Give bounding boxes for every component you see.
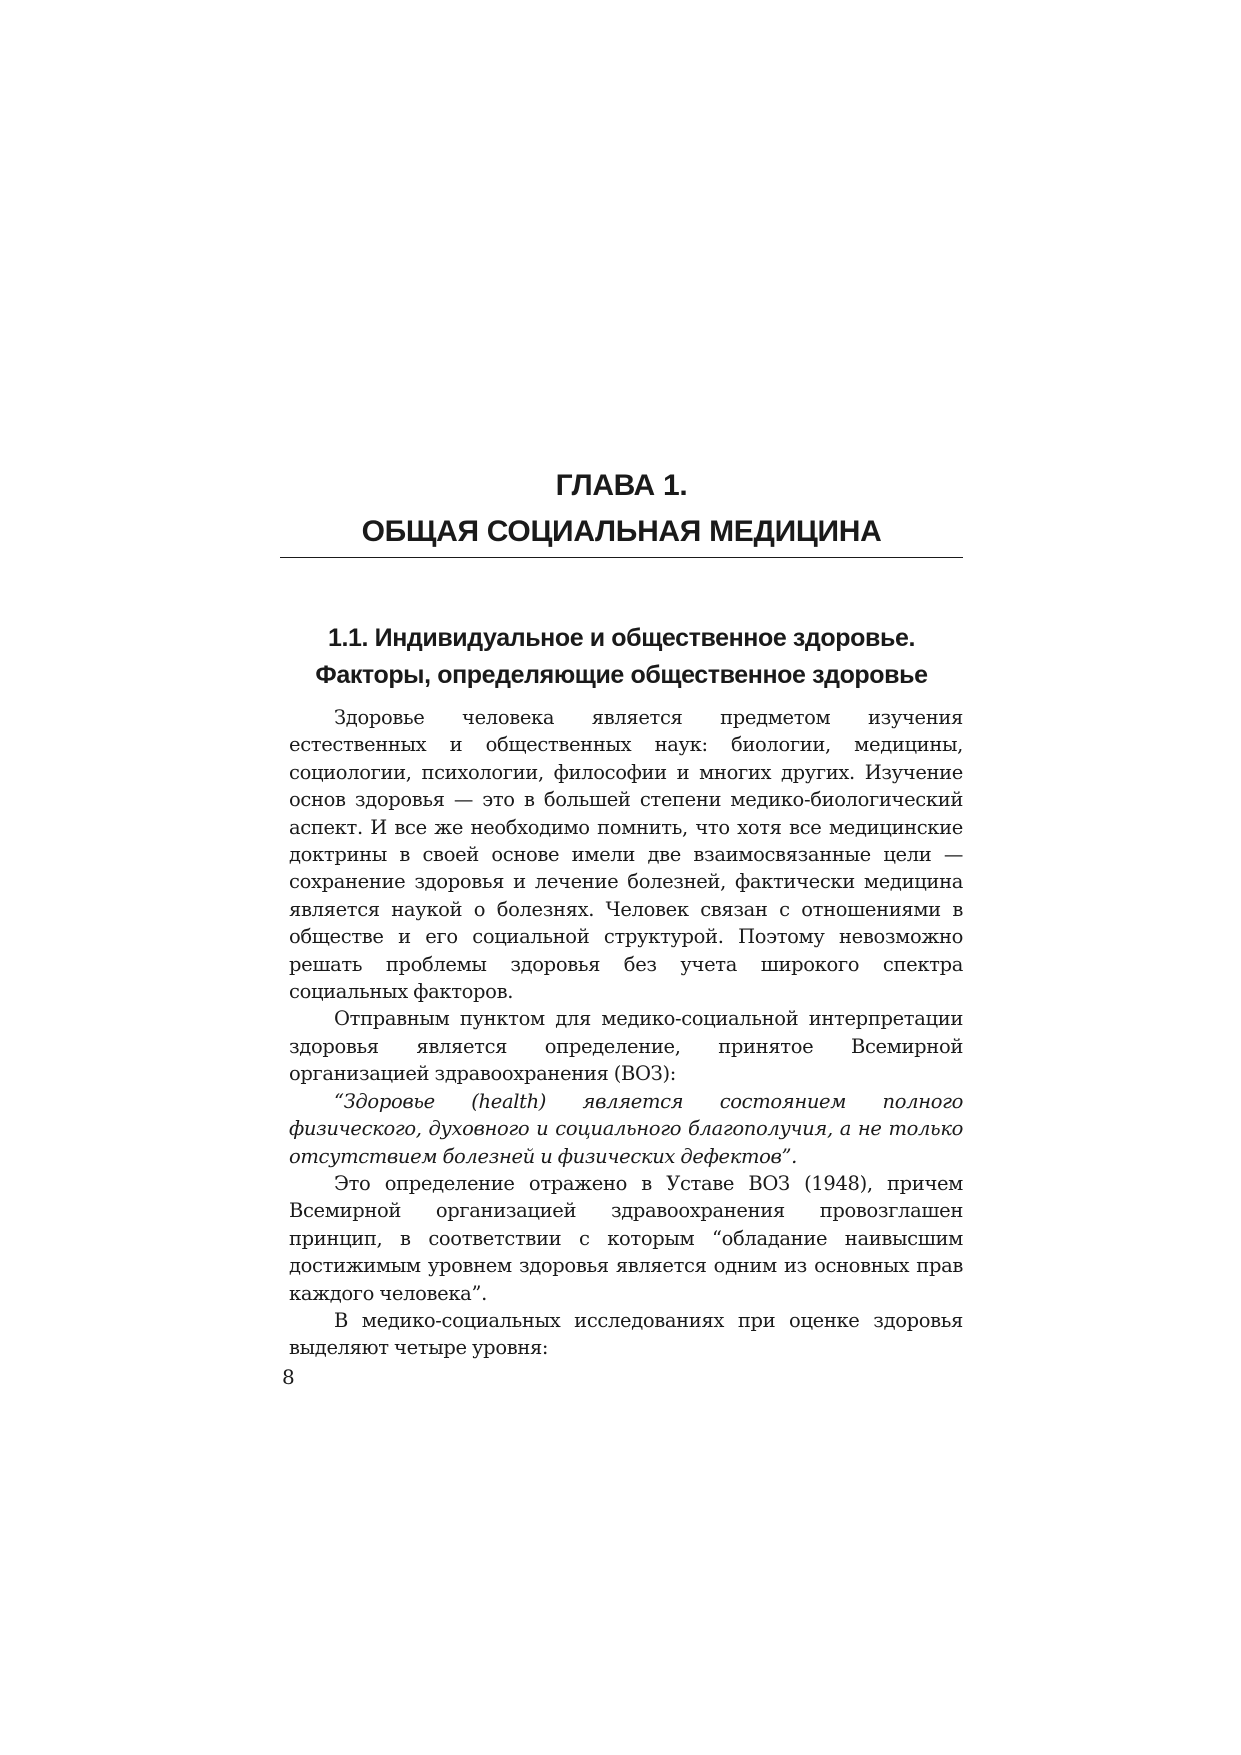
who-definition-quote: “Здоровье (health) является состоянием полного физического, духовного и социального благополучия, а не только отсутствием болезней и физических дефектов”. (289, 1089, 963, 1168)
page-number: 8 (282, 1365, 295, 1389)
section-title-line-1: 1.1. Индивидуальное и общественное здоровье. (327, 624, 915, 652)
paragraph: Здоровье человека является предметом изучения естественных и общественных наук: биологии, медицины, социологии, психологии, философии и многих других. Изучение основ здоровья — это в большей степени медико-биологический аспект. И все же необходимо помнить, что хотя все медицинские доктрины в своей основе имели две взаимосвязанные цели — сохранение здоровья и лечение болезней, фактически медицина является наукой о болезнях. Человек связан с отношениями в обществе и его социальной структурой. Поэтому невозможно решать проблемы здоровья без учета широкого спектра социальных факторов. (289, 706, 963, 1004)
section-heading (280, 620, 963, 694)
chapter-divider (280, 557, 963, 558)
paragraph: Это определение отражено в Уставе ВОЗ (1948), причем Всемирной организацией здравоохранения провозглашен принцип, в соответствии с которым “обладание наивысшим достижимым уровнем здоровья является одним из основных прав каждого человека”. (289, 1171, 963, 1305)
paragraph: Отправным пунктом для медико-социальной интерпретации здоровья является определение, принятое Всемирной организацией здравоохранения (ВОЗ): (289, 1007, 963, 1086)
body-text (289, 704, 963, 1362)
section-title-line-2: Факторы, определяющие общественное здоровье (315, 661, 928, 689)
chapter-label: ГЛАВА 1. (555, 469, 688, 502)
paragraph: В медико-социальных исследованиях при оценке здоровья выделяют четыре уровня: (289, 1308, 963, 1360)
chapter-heading (280, 463, 963, 555)
chapter-title: ОБЩАЯ СОЦИАЛЬНАЯ МЕДИЦИНА (361, 515, 882, 548)
